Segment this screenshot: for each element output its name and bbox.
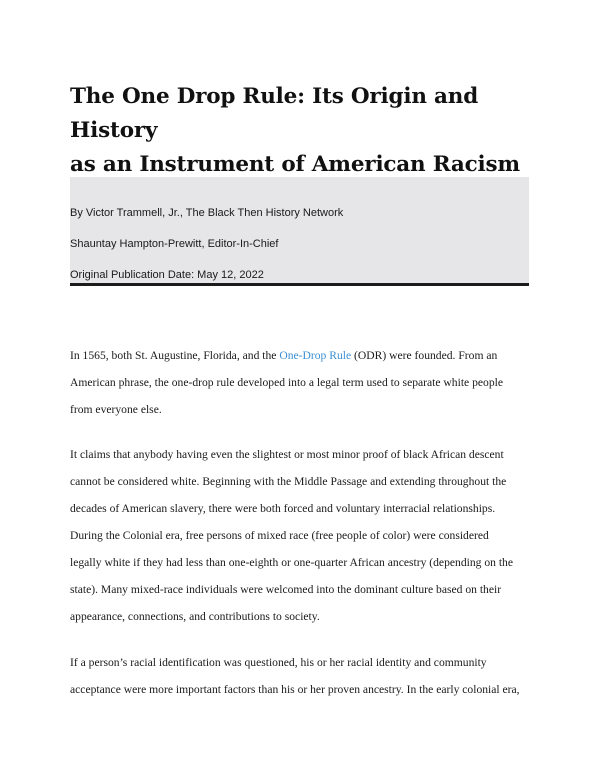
paragraph-1-line-2: American phrase, the one-drop rule developed into a legal term used to separate white people	[70, 376, 503, 389]
paragraph-2	[70, 441, 540, 630]
paragraph-3-line: acceptance were more important factors than his or her proven ancestry. In the early colonial era,	[70, 683, 520, 696]
paragraph-2-line: It claims that anybody having even the slightest or most minor proof of black African descent	[70, 448, 504, 461]
byline-divider	[70, 283, 529, 286]
paragraph-2-line: appearance, connections, and contributions to society.	[70, 610, 320, 623]
paragraph-1-line-1-tail: (ODR) were founded. From an	[351, 349, 498, 362]
byline-box	[70, 177, 529, 285]
paragraph-1-line-1-text: In 1565, both St. Augustine, Florida, and the	[70, 349, 280, 362]
article-title-line-2: as an Instrument of American Racism	[70, 152, 520, 177]
paragraph-2-line: decades of American slavery, there were both forced and voluntary interracial relationships.	[70, 502, 496, 515]
paragraph-2-line: cannot be considered white. Beginning with the Middle Passage and extending throughout the	[70, 475, 507, 488]
paragraph-1-line-3: from everyone else.	[70, 403, 162, 416]
paragraph-2-line: state). Many mixed-race individuals were welcomed into the dominant culture based on their	[70, 583, 502, 596]
article-title-line-1: The One Drop Rule: Its Origin and History	[70, 84, 479, 143]
paragraph-1	[70, 342, 540, 423]
byline-publication-date: Original Publication Date: May 12, 2022	[70, 269, 264, 281]
paragraph-2-line: During the Colonial era, free persons of mixed race (free people of color) were considered	[70, 529, 489, 542]
article-title	[70, 80, 540, 182]
byline-editor: Shauntay Hampton-Prewitt, Editor-In-Chief	[70, 238, 279, 250]
one-drop-rule-link[interactable]: One-Drop Rule	[279, 349, 352, 362]
paragraph-1-line-1	[70, 342, 540, 369]
paragraph-3-line: If a person’s racial identification was questioned, his or her racial identity and community	[70, 656, 487, 669]
paragraph-2-line: legally white if they had less than one-eighth or one-quarter African ancestry (depending on the	[70, 556, 513, 569]
byline-author: By Victor Trammell, Jr., The Black Then History Network	[70, 207, 344, 219]
paragraph-3	[70, 649, 540, 703]
